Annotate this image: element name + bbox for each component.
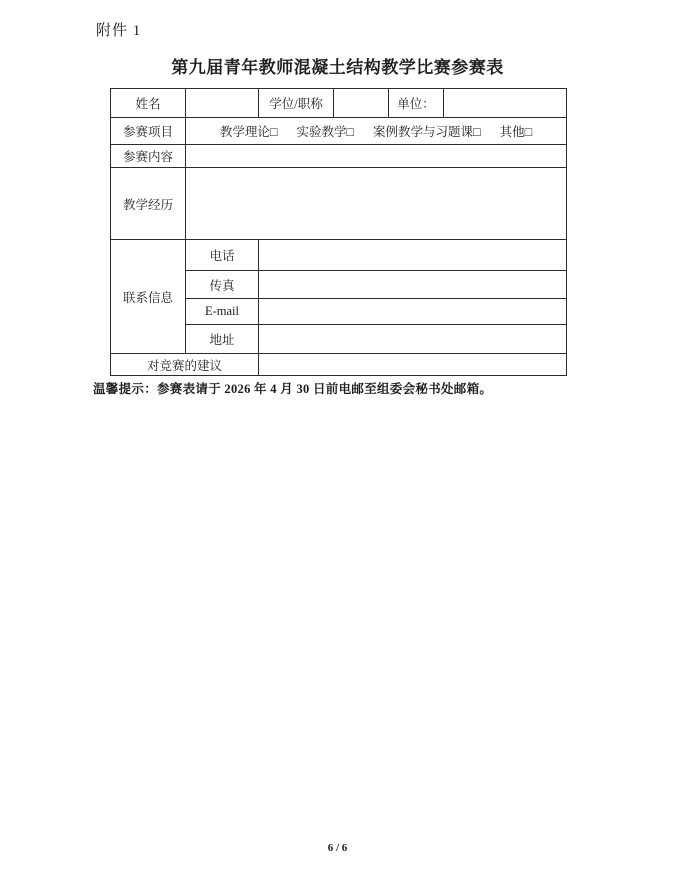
email-label: E-mail xyxy=(186,299,259,325)
address-value-cell[interactable] xyxy=(259,325,567,354)
name-value-cell[interactable] xyxy=(186,89,259,118)
experience-label: 教学经历 xyxy=(111,168,186,240)
project-row xyxy=(111,118,567,145)
fax-value-cell[interactable] xyxy=(259,271,567,299)
project-label: 参赛项目 xyxy=(111,118,186,145)
phone-label: 电话 xyxy=(186,240,259,271)
content-value-cell[interactable] xyxy=(186,145,567,168)
suggestion-row xyxy=(111,354,567,376)
experience-row xyxy=(111,168,567,240)
fax-label: 传真 xyxy=(186,271,259,299)
registration-form-table xyxy=(110,88,567,376)
contact-row-phone xyxy=(111,240,567,271)
suggestion-value-cell[interactable] xyxy=(259,354,567,376)
email-value-cell[interactable] xyxy=(259,299,567,325)
header-row xyxy=(111,89,567,118)
contact-info-label: 联系信息 xyxy=(111,240,186,354)
page-number: 6 / 6 xyxy=(327,842,348,854)
option-teaching-theory[interactable]: 教学理论□ xyxy=(219,125,278,139)
degree-title-value-cell[interactable] xyxy=(334,89,389,118)
option-case-teaching-exercise[interactable]: 案例教学与习题课□ xyxy=(373,125,481,139)
suggestion-label: 对竞赛的建议 xyxy=(111,354,259,376)
option-experiment-teaching[interactable]: 实验教学□ xyxy=(296,125,354,139)
page-title: 第九届青年教师混凝土结构教学比赛参赛表 xyxy=(171,58,504,77)
unit-value-cell[interactable] xyxy=(444,89,567,118)
name-label: 姓名 xyxy=(111,89,186,118)
content-row xyxy=(111,145,567,168)
experience-value-cell[interactable] xyxy=(186,168,567,240)
option-other[interactable]: 其他□ xyxy=(499,125,533,139)
unit-label: 单位： xyxy=(389,89,444,118)
project-options-cell xyxy=(186,118,567,145)
phone-value-cell[interactable] xyxy=(259,240,567,271)
reminder-note: 温馨提示：参赛表请于 2026 年 4 月 30 日前电邮至组委会秘书处邮箱。 xyxy=(93,382,493,396)
degree-title-label: 学位/职称 xyxy=(259,89,334,118)
project-options xyxy=(190,122,562,140)
attachment-label: 附件 1 xyxy=(96,23,142,39)
content-label: 参赛内容 xyxy=(111,145,186,168)
address-label: 地址 xyxy=(186,325,259,354)
